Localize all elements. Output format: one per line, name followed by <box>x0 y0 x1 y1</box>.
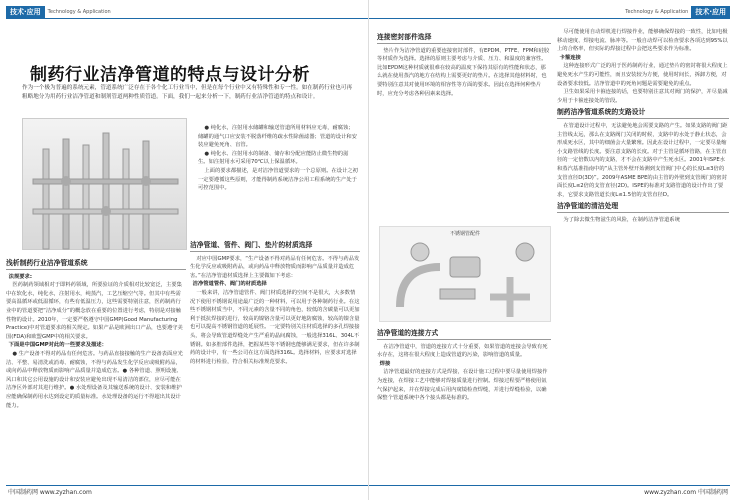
footer-rule <box>369 485 730 486</box>
section-header <box>625 6 730 18</box>
bullet-paragraph: 上面的要求都描述，是对洁净管道要求的一个总原则。在设计之初一定要遵循这些原则，才能得制药系统洁净公用工程系统的生产处于可控范围中。 <box>198 167 358 192</box>
subheading: 焊接 <box>379 360 391 367</box>
section-heading: 浅析制药行业洁净管道系统 <box>6 259 186 270</box>
article-abstract: 作为一个极为普遍的系统元素，管道系统广泛存在于各个化工行业当中，但是在每个行业中又有特殊性和专一性。如在制药行业也可再粗略地分为用药行业洁净管道和制剂管道两种性质管道。下面，我们一起来分析一下，制药行业洁净管道的特点和设计。 <box>22 85 353 101</box>
footer-rule <box>6 485 368 486</box>
header-rule <box>6 18 368 19</box>
bullets-column <box>198 124 358 236</box>
subheading: 法规要求: <box>8 273 32 280</box>
section-heading: 制药洁净管道系统的支路设计 <box>557 108 729 119</box>
body-paragraph: 卫生如果采用卡箍连接的话，也要特别注意其对阀门的保护，并尽量减少用于卡箍连接处的管段。 <box>557 89 728 104</box>
bullet-paragraph: ● 纯化水，注射用水储罐和输送管道所用材料应无毒，耐腐蚀；储罐的通气口应安装不脱落纤维的疏水性除菌滤器；管道的设计和安装应避免死角、盲管。 <box>198 125 357 149</box>
fittings-illustration <box>380 227 552 323</box>
section-tag: 技术·应用 <box>6 6 45 18</box>
header-rule <box>369 18 730 19</box>
body-paragraph: 对应中国GMP要求，“生产设备不得对药品有任何危害。不得与药品发生化学反应或吸附药品，或向药品中释放物质而影响产品质量并造成危害。”在洁净管道材质选择上主要做如下考虑： <box>190 255 360 279</box>
section-heading: 洁净管道、管件、阀门、垫片的材质选择 <box>190 241 360 252</box>
right-page <box>368 0 736 500</box>
right-col-bottom <box>377 326 551 478</box>
fittings-image <box>379 226 551 322</box>
body-paragraph: 这种连接形式广泛的用于医药制药行业，通过垫片的密封将很大程度上避免死水产生的可能性，而且安装较为方便，使用时间长，拆卸方便，对设备要求较低。洁净管道中的死角问题是需要避免的重点。 <box>557 63 728 87</box>
body-paragraph: 为了除去微生物滋生的风险，在制药洁净管道系统 <box>563 216 680 223</box>
section-tag-en: Technology & Application <box>47 9 111 15</box>
article-title: 制药行业洁净管道的特点与设计分析 <box>30 65 310 85</box>
left-column <box>6 256 186 480</box>
far-right-column <box>557 28 729 480</box>
footer-site: 中国制药网 www.zyzhan.com <box>8 489 92 496</box>
subheading: 下面是中国GMP对此的一些要求及描述： <box>8 342 107 349</box>
subheading: 洁净管道管件、阀门的材质选择 <box>192 281 267 288</box>
section-heading: 连接密封部件选择 <box>377 33 551 44</box>
section-tag-en: Technology & Application <box>625 9 689 15</box>
section-header <box>6 6 111 18</box>
body-paragraph: ● 生产设备不得对药品有任何危害。与药品直接接触的生产设备表面应光洁、平整、易清洗或消毒、耐腐蚀，不得与药品发生化学反应或吸附药品，或向药品中释放物质而影响产品质量并造成危害。● 各种管道、照明设施、风口和其它公用设施的设计和安装应避免出现不易清洁的部位，应尽可能在洁净区外部对其进行维护。● 水处理设备及其输送系统的设计、安装和维护应能确保制药用水达到设定的质量标准。水处理设备的运行不得超出其设计能力。 <box>6 350 183 409</box>
body-paragraph: 在洁净管道中，管道的连接方式十分重要，如果管道的连接会导致有死水存在，这将在很大程度上造成管道的污染，影响管道的质量。 <box>377 343 548 359</box>
section-tag: 技术·应用 <box>691 6 730 18</box>
body-paragraph: 垫片作为洁净管道的重要连接密封部件，有EPDM、PTFE、FPM和硅胶等材质作为选择。选择的原则主要考虑与介质、压力、和温度的兼容性。比如EPDM这种材质就很难在较高的温度下保持其原有的性能和状态，那么就在使用蒸汽的地方在结构上需要更好的垫片。在选择其他材料时，也要特别注意其对使用环境的相容性等方面的要求。因此在选择何种垫片时，应充分考虑各种因素来选择。 <box>377 47 550 97</box>
steel-pipes-photo <box>22 118 187 250</box>
body-paragraph: 医药制药领域相对于即料药领域，所要验证的介质相对比较宽泛，主要集中在软化水，纯化水，注射用水，纯蒸汽，工艺压缩空气等。但其中有些需要高温循环或低温循环，有些有低温压力，这些需要特别注意，医药制药行业中的管道要把“洁净成分”的概念放在重要的位置进行考虑，特别是对接触性物的设计。2010年，一定要严格遵守中国GMP(Good Manufacturing Practice)中对管道要求的相关规定。如果产品是欧洲出口产品，也要遵守美国(FDA)和欧盟GMP中的相关要求。 <box>6 282 183 340</box>
body-paragraph: 洁净管道最好的连接方式是焊接，在设计施工过程中要尽量使用焊接作为连接，在焊接工艺中能够对焊接质量进行控制。焊接过程要严格使用氩气保护起来，并在焊接完成后用内窥镜检查焊缝，并进行焊缝检验，以确保整个管道系统中各个接头都是标准的。 <box>377 369 548 402</box>
bullet-paragraph: ● 纯化水、注射用水的制备、储存和分配应能防止微生物的滋生。如注射用水可采用70℃以上保温循环。 <box>198 150 349 166</box>
footer-site: www.zyzhan.com 中国制药网 <box>644 489 728 496</box>
right-col-top <box>377 30 551 258</box>
body-paragraph: 在管道设计过程中，无法避免地会需要支路的产生。如果支路的阀门距主管线太远，那么在支路阀门关闭的时候，支路中的水处于静止状态，会形成死水区，其中的细菌会大量繁殖。因此在设计过程中，一定要尽量缩小支路管线的长度。要注意支路的长度。对于主管是循环管路，在主管直径的一定倍数以内的支路，才不会在支路中产生死水区。2001年ISPE水和蒸汽基准指南中的“从主管外壁开始测到支管阀门中心的长度L≤3倍的支管直径D(3D)”。2009年ASME BPE的由主管的外壁到支管阀门的密封面长度L≤2倍的支管直径(2D)。ISPE的标准对支路管道的设计作出了要求，它要求支路管道长度L≤1.5倍的支管直径D。 <box>557 122 728 198</box>
pipes-illustration <box>23 119 188 251</box>
middle-column <box>190 238 360 480</box>
image-caption: 不锈钢管配件 <box>449 231 480 237</box>
section-heading: 洁净管道的连接方式 <box>377 329 551 340</box>
body-paragraph: 一般来讲，洁净管道管件、阀门材质选择的空间不是很大，大多数情况下使用不锈钢说用途最广泛的一种材料，可以用于各种制药行业。在这些不锈钢材质当中，不同元素的含量不同的角色，较低的含碳量可以更加利于抵抗焊接的进行，较高的镍铬含量可以更好地防腐蚀，较高的镍含量也可以提高不锈钢管道的延展性。一定要特别关注材质选择的多孔焊接接头，将会导致管道焊缝处产生严重的晶间腐蚀，一般选择316L、304L不锈钢。如多腔部件选择，把握某些等不锈钢也能够满足要求，但在许多制药的设计中，有一些公司在这方面选择316L。选择材料，应要求对选择的材料进行检验，符合相关标准规范要求。 <box>190 289 360 365</box>
body-paragraph: 尽可能使用自动焊机进行焊接作业，能够确保焊接的一致性，比如电极移动速度、焊接电流、脉冲等。一般自动焊可以检查要求各项达到95%以上的合格率，但实际的焊接过程中会把这些要求作为标准。 <box>557 29 728 53</box>
subheading: 卡箍连接 <box>559 54 581 61</box>
section-heading: 洁净管道的清洁处理 <box>557 202 729 213</box>
